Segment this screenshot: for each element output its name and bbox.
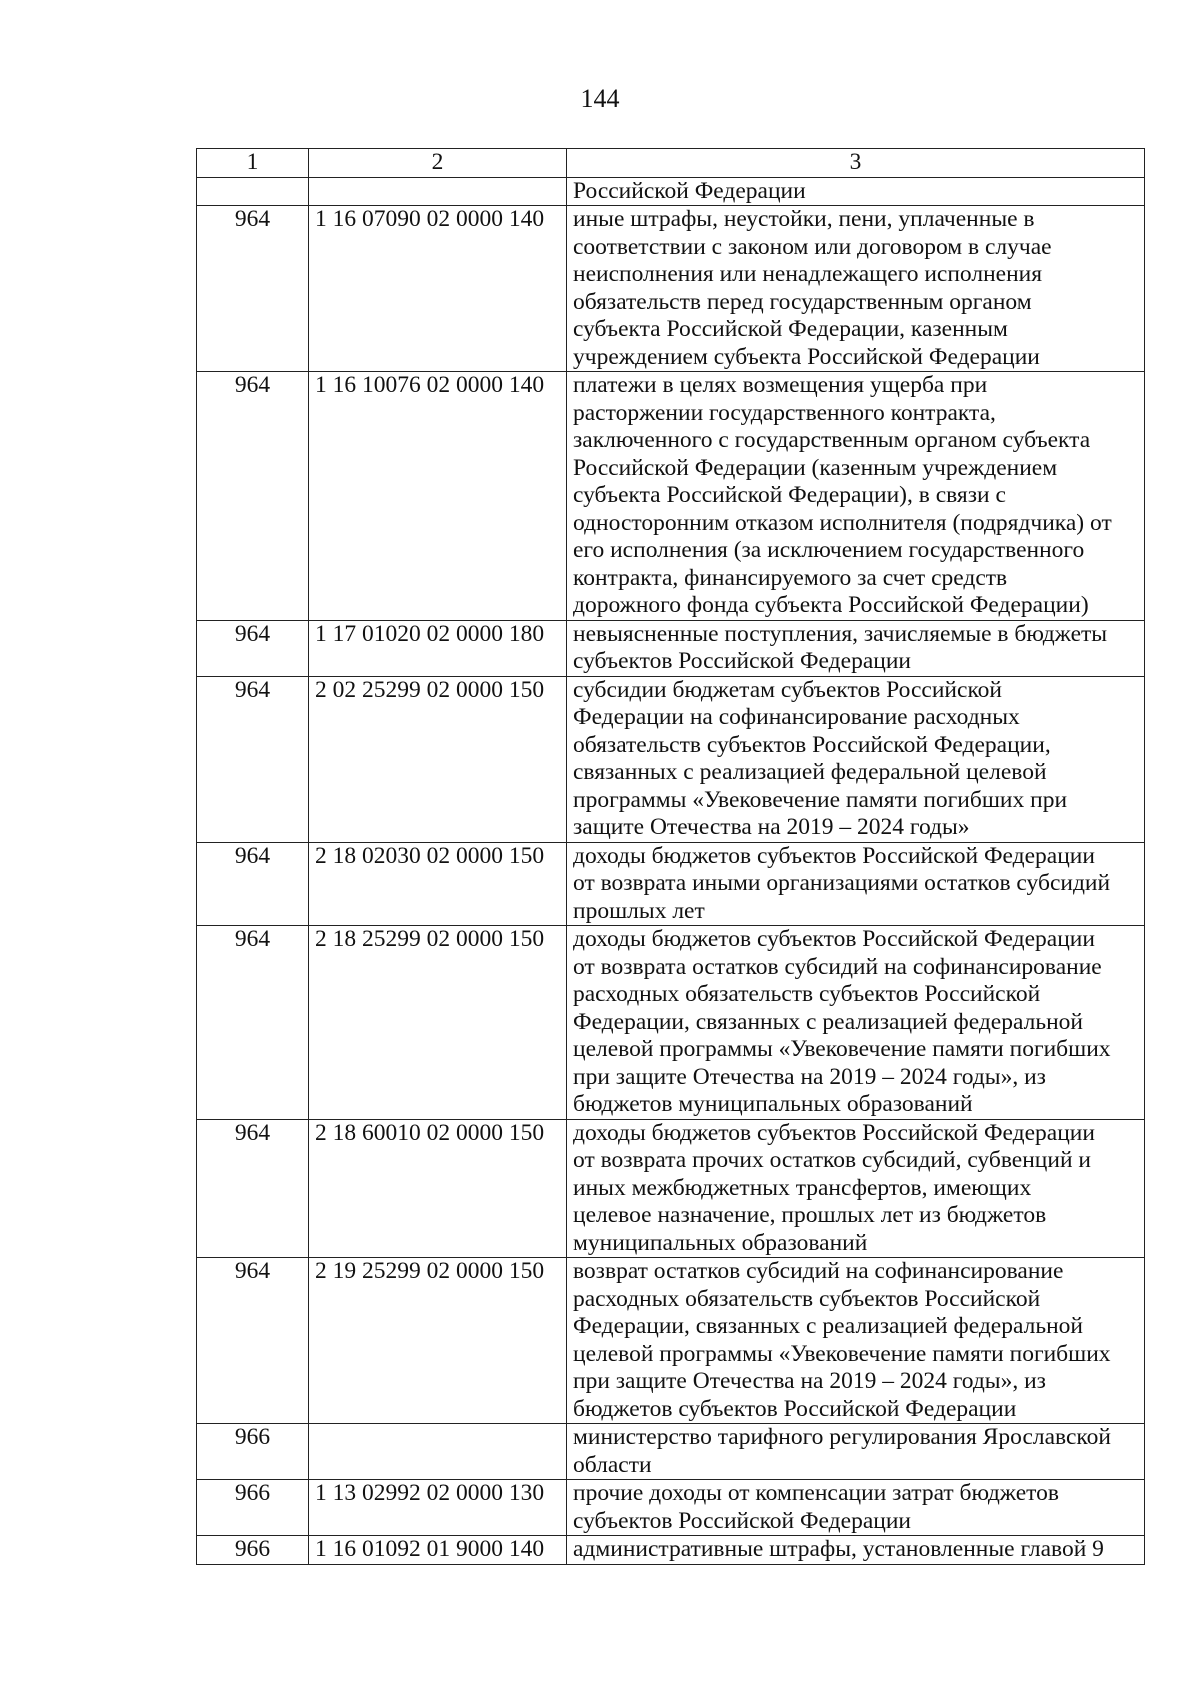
description-line: иные штрафы, неустойки, пени, уплаченные в <box>573 206 1035 232</box>
description-line: Федерации на софинансирование расходных <box>573 704 1020 730</box>
admin-code-cell: 964 <box>197 1258 309 1424</box>
description-line: расходных обязательств субъектов Российской <box>573 981 1041 1007</box>
description-line: связанных с реализацией федеральной целевой <box>573 759 1047 785</box>
table-row <box>197 842 1145 926</box>
description-line: прошлых лет <box>573 897 705 924</box>
description-line: контракта, финансируемого за счет средств <box>573 564 1008 591</box>
admin-code-cell <box>197 177 309 206</box>
classification-code-cell: 1 16 01092 01 9000 140 <box>309 1536 567 1565</box>
table-row <box>197 1424 1145 1480</box>
page-number: 144 <box>580 84 620 113</box>
description-line: административные штрафы, установленные главой 9 <box>573 1536 1104 1562</box>
description-line: программы «Увековечение памяти погибших при <box>573 786 1068 813</box>
table-row <box>197 1536 1145 1565</box>
description-cell <box>567 1480 1145 1536</box>
classification-code-cell <box>309 177 567 206</box>
description-line: при защите Отечества на 2019 – 2024 годы», из <box>573 1063 1046 1090</box>
classification-code-cell: 2 18 25299 02 0000 150 <box>309 926 567 1120</box>
description-line: обязательств перед государственным органом <box>573 288 1032 315</box>
description-cell <box>567 1536 1145 1565</box>
table-row <box>197 177 1145 206</box>
description-line: субъекта Российской Федерации, казенным <box>573 316 1008 342</box>
table-header-row <box>197 149 1145 178</box>
description-line: субъекта Российской Федерации), в связи с <box>573 482 1006 508</box>
table-row <box>197 372 1145 621</box>
classification-code-cell: 1 13 02992 02 0000 130 <box>309 1480 567 1536</box>
description-line: от возврата иными организациями остатков субсидий <box>573 870 1111 896</box>
table-row <box>197 206 1145 372</box>
column-header-2: 2 <box>309 149 567 178</box>
description-line: доходы бюджетов субъектов Российской Федерации <box>573 842 1095 869</box>
description-line: министерство тарифного регулирования Ярославской <box>573 1424 1111 1450</box>
table-row <box>197 676 1145 842</box>
admin-code-cell: 964 <box>197 1119 309 1258</box>
description-line: муниципальных образований <box>573 1229 868 1256</box>
description-line: соответствии с законом или договором в случае <box>573 233 1052 260</box>
column-header-1: 1 <box>197 149 309 178</box>
description-line: субсидии бюджетам субъектов Российской <box>573 676 1002 703</box>
description-cell <box>567 177 1145 206</box>
description-line: заключенного с государственным органом субъекта <box>573 427 1091 453</box>
admin-code-cell: 964 <box>197 206 309 372</box>
description-line: бюджетов муниципальных образований <box>573 1091 973 1117</box>
description-cell <box>567 842 1145 926</box>
admin-code-cell: 966 <box>197 1536 309 1565</box>
description-line: иных межбюджетных трансфертов, имеющих <box>573 1174 1032 1201</box>
table-row <box>197 620 1145 676</box>
description-cell <box>567 620 1145 676</box>
description-cell <box>567 676 1145 842</box>
description-line: расходных обязательств субъектов Российской <box>573 1285 1041 1312</box>
description-line: Федерации, связанных с реализацией федеральной <box>573 1008 1083 1035</box>
description-cell <box>567 926 1145 1120</box>
description-line: при защите Отечества на 2019 – 2024 годы», из <box>573 1368 1046 1394</box>
description-line: прочие доходы от компенсации затрат бюджетов <box>573 1480 1059 1506</box>
description-line: платежи в целях возмещения ущерба при <box>573 372 988 398</box>
classification-code-cell: 2 02 25299 02 0000 150 <box>309 676 567 842</box>
description-line: целевой программы «Увековечение памяти погибших <box>573 1340 1111 1367</box>
classification-code-cell <box>309 1424 567 1480</box>
description-line: доходы бюджетов субъектов Российской Федерации <box>573 926 1095 952</box>
classification-code-cell: 2 19 25299 02 0000 150 <box>309 1258 567 1424</box>
description-line: доходы бюджетов субъектов Российской Федерации <box>573 1119 1095 1146</box>
description-line: обязательств субъектов Российской Федерации, <box>573 731 1051 758</box>
description-line: бюджетов субъектов Российской Федерации <box>573 1395 1017 1422</box>
description-line: области <box>573 1451 652 1478</box>
description-cell <box>567 1119 1145 1258</box>
classification-code-cell: 1 16 10076 02 0000 140 <box>309 372 567 621</box>
description-line: от возврата прочих остатков субсидий, субвенций и <box>573 1147 1091 1173</box>
admin-code-cell: 964 <box>197 926 309 1120</box>
classification-code-cell: 2 18 60010 02 0000 150 <box>309 1119 567 1258</box>
description-line: его исполнения (за исключением государственного <box>573 537 1085 563</box>
admin-code-cell: 964 <box>197 620 309 676</box>
table-row <box>197 926 1145 1120</box>
description-cell <box>567 372 1145 621</box>
table-row <box>197 1480 1145 1536</box>
admin-code-cell: 964 <box>197 372 309 621</box>
description-line: целевое назначение, прошлых лет из бюджетов <box>573 1202 1047 1228</box>
description-line: дорожного фонда субъекта Российской Федерации) <box>573 592 1089 618</box>
table-row <box>197 1258 1145 1424</box>
classification-code-cell: 2 18 02030 02 0000 150 <box>309 842 567 926</box>
description-line: неисполнения или ненадлежащего исполнения <box>573 261 1043 287</box>
admin-code-cell: 966 <box>197 1424 309 1480</box>
admin-code-cell: 964 <box>197 842 309 926</box>
description-line: субъектов Российской Федерации <box>573 1507 911 1534</box>
description-line: от возврата остатков субсидий на софинансирование <box>573 953 1102 980</box>
description-cell <box>567 206 1145 372</box>
table-row <box>197 1119 1145 1258</box>
description-line: расторжении государственного контракта, <box>573 399 996 426</box>
column-header-3: 3 <box>567 149 1145 178</box>
description-line: Российской Федерации <box>573 177 806 204</box>
description-cell <box>567 1258 1145 1424</box>
classification-code-cell: 1 16 07090 02 0000 140 <box>309 206 567 372</box>
revenue-classification-table <box>196 148 1145 1565</box>
description-line: защите Отечества на 2019 – 2024 годы» <box>573 814 970 840</box>
description-cell <box>567 1424 1145 1480</box>
description-line: Российской Федерации (казенным учреждением <box>573 454 1058 481</box>
description-line: Федерации, связанных с реализацией федеральной <box>573 1313 1083 1339</box>
description-line: возврат остатков субсидий на софинансирование <box>573 1258 1064 1284</box>
description-line: целевой программы «Увековечение памяти погибших <box>573 1036 1111 1062</box>
description-line: субъектов Российской Федерации <box>573 648 911 674</box>
description-line: односторонним отказом исполнителя (подрядчика) от <box>573 509 1112 536</box>
description-line: учреждением субъекта Российской Федерации <box>573 343 1040 370</box>
admin-code-cell: 964 <box>197 676 309 842</box>
classification-code-cell: 1 17 01020 02 0000 180 <box>309 620 567 676</box>
description-line: невыясненные поступления, зачисляемые в бюджеты <box>573 620 1108 647</box>
admin-code-cell: 966 <box>197 1480 309 1536</box>
